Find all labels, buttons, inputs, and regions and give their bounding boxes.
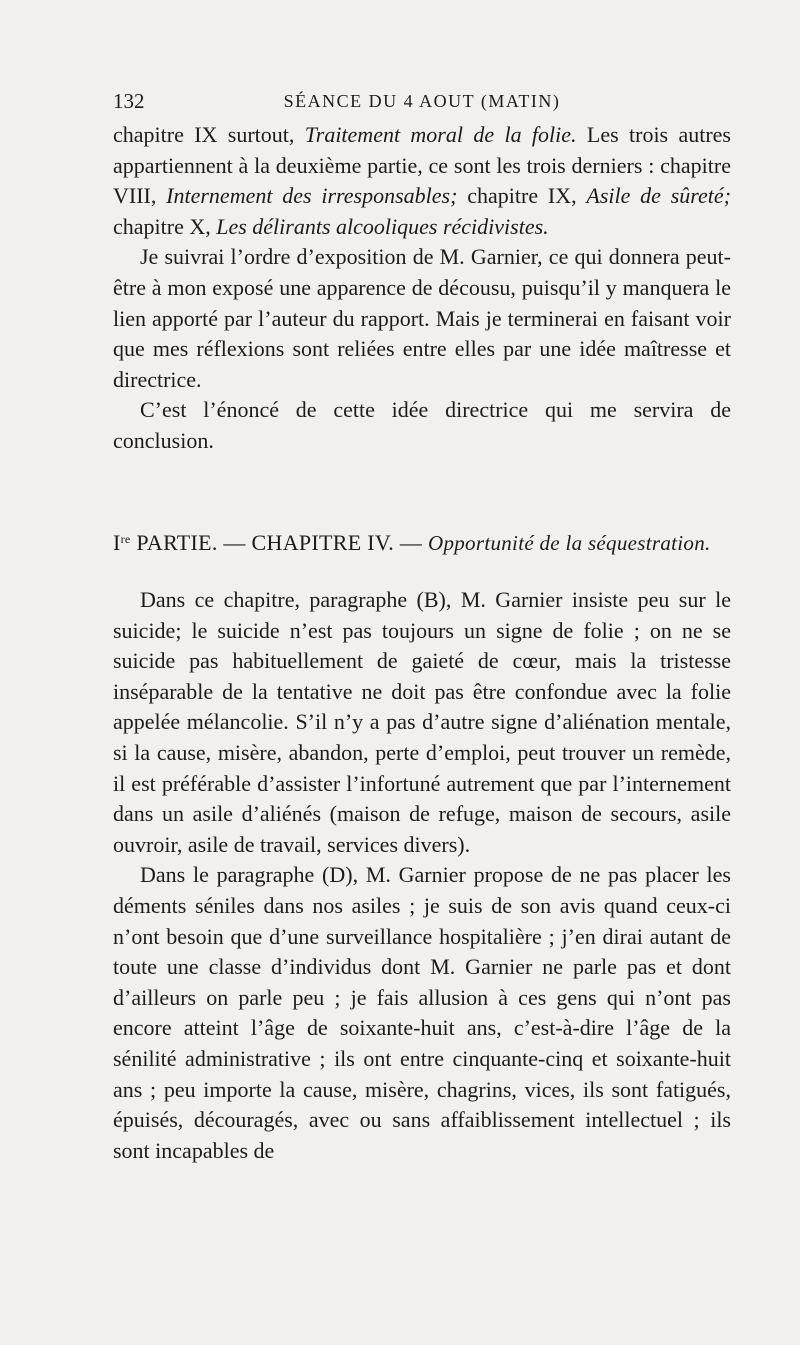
section-heading (113, 524, 731, 558)
italic-title: Asile de sûreté; (586, 183, 732, 209)
running-head (113, 86, 731, 116)
text-run: chapitre IX, (457, 183, 587, 209)
text-run: chapitre X, (113, 213, 217, 239)
paragraph-order: Je suivrai l’ordre d’exposition de M. Garnier, ce qui donnera peut-être à mon exposé une apparence de décousu, puisqu’il y manquera le lien apporté par l’auteur du rapport. Mais je terminerai en faisant voir que mes réflexions sont reliées entre elles par une idée maîtresse et directrice. (113, 244, 731, 392)
italic-title: Internement des irresponsables; (166, 183, 458, 209)
paragraph-conclusion: C’est l’énoncé de cette idée directrice qui me servira de conclusion. (113, 397, 731, 453)
text-run: Les trois autres appartiennent à la deuxième partie, ce sont les trois derniers : chapitre VIII, (113, 122, 731, 209)
main-text-block (113, 585, 731, 1166)
paragraph-dements: Dans le paragraphe (D), M. Garnier propose de ne pas placer les déments séniles dans nos asiles ; je suis de son avis quand ceux-ci n’ont besoin que d’une surveillance hospitalière ; j’en dirai autant de toute une classe d’individus dont M. Garnier ne parle pas et dont d’ailleurs on parle peu ; je fais allusion à ces gens qui n’ont pas encore atteint l’âge de soixante-huit ans, c’est-à-dire l’âge de la sénilité administrative ; ils ont entre cinquante-cinq et soixante-huit ans ; peu importe la cause, misère, chagrins, vices, ils sont fatigués, épuisés, découragés, avec ou sans affaiblissement intellectuel ; ils sont incapables de (113, 862, 731, 1163)
running-title: SÉANCE DU 4 AOUT (MATIN) (283, 91, 561, 111)
page-number: 132 (113, 89, 145, 113)
section-roman: I (113, 530, 121, 555)
italic-title: Les délirants alcooliques récidivistes. (216, 213, 549, 239)
paragraph-suicide: Dans ce chapitre, paragraphe (B), M. Garnier insiste peu sur le suicide; le suicide n’est pas toujours un signe de folie ; on ne se suicide pas habituellement de gaieté de cœur, mais la tristesse inséparable de la tentative ne doit pas être confondue avec la folie appelée mélancolie. S’il n’y a pas d’autre signe d’aliénation mentale, si la cause, misère, abandon, perte d’emploi, peut trouver un remède, il est préférable d’assister l’infortuné autrement que par l’internement dans un asile d’aliénés (maison de refuge, maison de secours, asile ouvroir, asile de travail, services divers). (113, 587, 731, 857)
italic-title: Traitement moral de la folie. (304, 122, 577, 147)
section-label: PARTIE. — CHAPITRE IV. — (130, 530, 428, 555)
paragraph-chapters-list (113, 120, 731, 242)
text-run: chapitre IX surtout, (113, 122, 305, 147)
section-title: Opportunité de la séquestration. (427, 531, 711, 555)
section-superscript: re (120, 532, 131, 546)
intro-text-block (113, 120, 731, 457)
